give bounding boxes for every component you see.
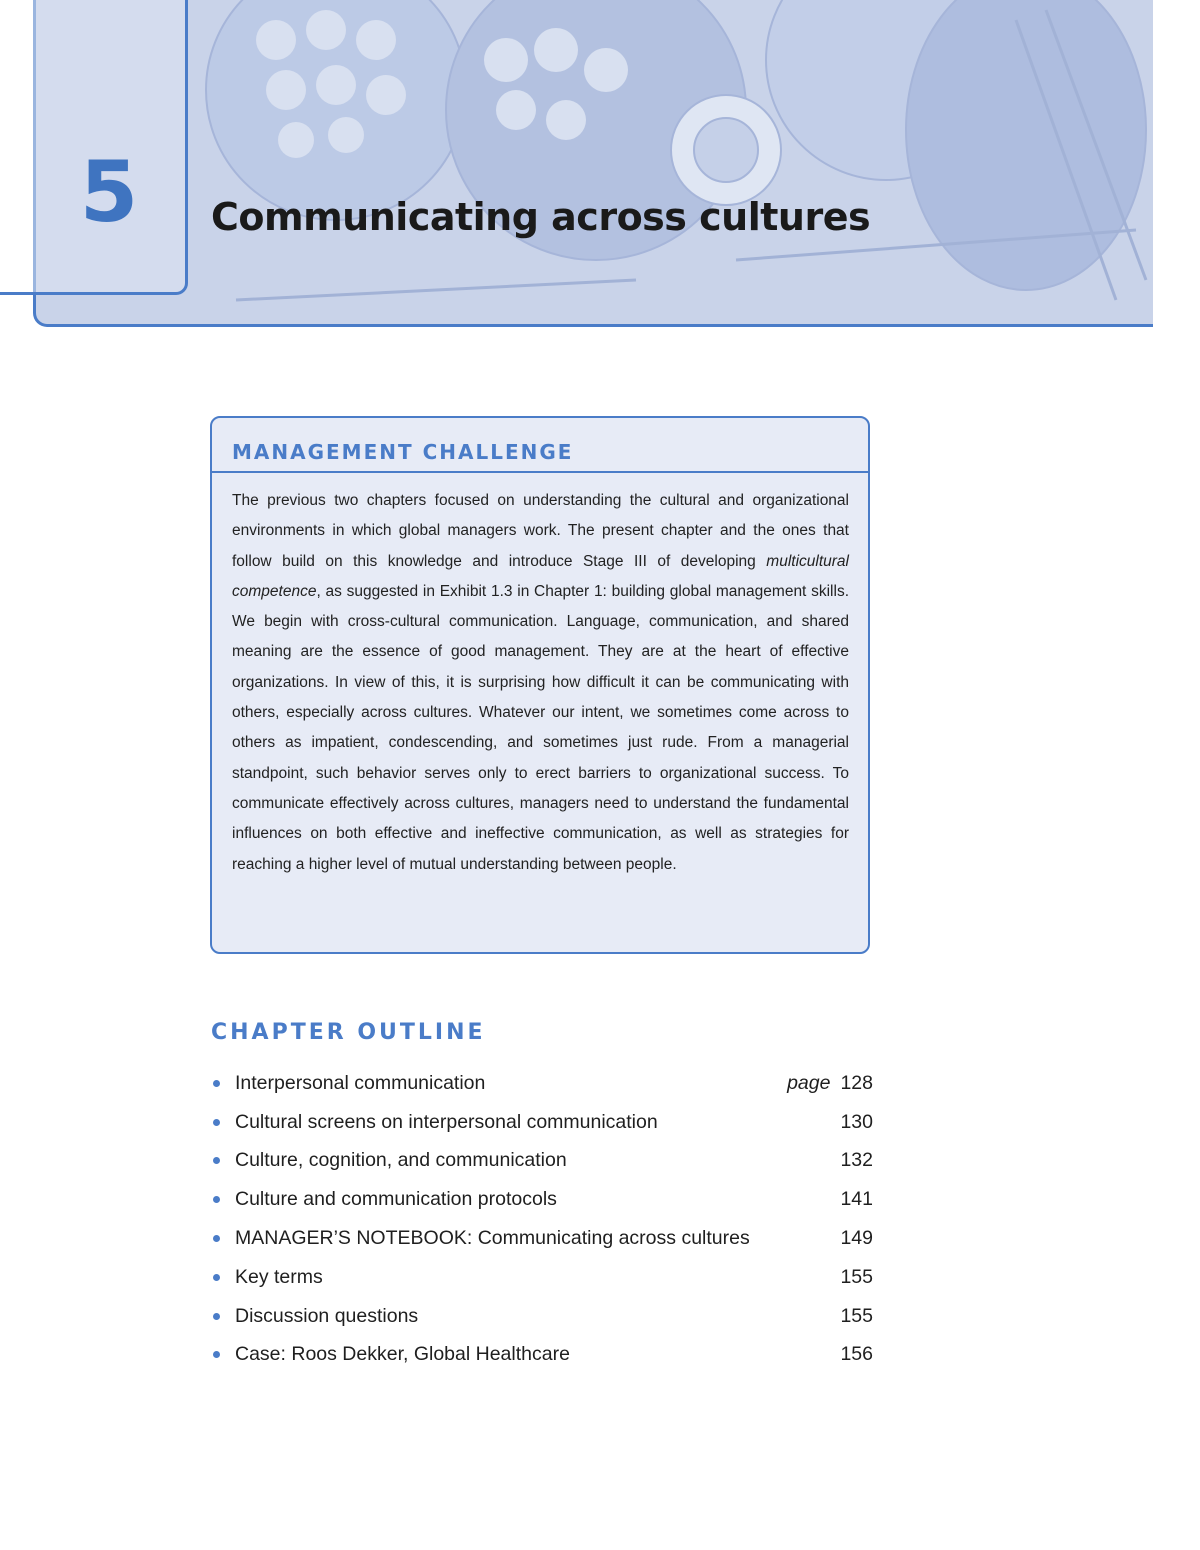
page-number: 128 <box>840 1071 873 1094</box>
management-challenge-heading: MANAGEMENT CHALLENGE <box>212 418 868 473</box>
outline-item[interactable] <box>211 1064 873 1103</box>
page-number: 141 <box>840 1188 873 1211</box>
outline-item-label: Culture and communication protocols <box>235 1188 557 1211</box>
chapter-number-box <box>33 0 188 295</box>
outline-item[interactable] <box>211 1142 873 1181</box>
page-word: page <box>787 1071 831 1094</box>
outline-item[interactable] <box>211 1219 873 1258</box>
bullet-icon <box>213 1119 220 1126</box>
page-number: 149 <box>840 1227 873 1250</box>
outline-item-label: Case: Roos Dekker, Global Healthcare <box>235 1343 570 1366</box>
bullet-icon <box>213 1080 220 1087</box>
bullet-icon <box>213 1235 220 1242</box>
page-number: 132 <box>840 1149 873 1172</box>
challenge-text-emphasis: multicultural competence <box>232 552 849 600</box>
outline-item[interactable] <box>211 1103 873 1142</box>
outline-item-label: MANAGER’S NOTEBOOK: Communicating across cultures <box>235 1227 750 1250</box>
outline-item-label: Interpersonal communication <box>235 1071 486 1094</box>
outline-item[interactable] <box>211 1336 873 1375</box>
outline-item-label: Discussion questions <box>235 1304 419 1327</box>
outline-item[interactable] <box>211 1258 873 1297</box>
chapter-outline-list <box>211 1064 873 1374</box>
chapter-outline-heading: CHAPTER OUTLINE <box>211 1020 486 1045</box>
outline-item-label: Culture, cognition, and communication <box>235 1149 567 1172</box>
bullet-icon <box>213 1313 220 1320</box>
bullet-icon <box>213 1351 220 1358</box>
chapter-number: 5 <box>79 143 139 241</box>
page-number: 155 <box>840 1304 873 1327</box>
outline-item[interactable] <box>211 1297 873 1336</box>
bullet-icon <box>213 1196 220 1203</box>
banner-photo-illustration <box>36 0 1153 324</box>
page-number: 130 <box>840 1110 873 1133</box>
outline-item-label: Key terms <box>235 1265 323 1288</box>
page-number: 155 <box>840 1265 873 1288</box>
challenge-text-part-2: , as suggested in Exhibit 1.3 in Chapter 1: building global management skills. We begin with cross-cultural communication. Language, communication, and shared meaning are the essence of good management. They are at the heart of effective organizations. In view of this, it is surprising how difficult it can be communicating with others, especially across cultures. Whatever our intent, we sometimes come across to others as impatient, condescending, and sometimes just rude. From a managerial standpoint, such behavior serves only to erect barriers to organizational success. To communicate effectively across cultures, managers need to understand the fundamental influences on both effective and ineffective communication, as well as strategies for reaching a higher level of mutual understanding between people. <box>232 582 849 873</box>
header-banner <box>33 0 1153 327</box>
outline-item-page <box>787 1072 873 1095</box>
outline-item-label: Cultural screens on interpersonal communication <box>235 1110 658 1133</box>
challenge-text-part-1: The previous two chapters focused on understanding the cultural and organizational environments in which global managers work. The present chapter and the ones that follow build on this knowledge and introduce Stage III of developing <box>232 492 849 570</box>
management-challenge-box <box>210 416 870 954</box>
bullet-icon <box>213 1274 220 1281</box>
page-number: 156 <box>840 1343 873 1366</box>
management-challenge-text <box>212 473 868 880</box>
chapter-title: Communicating across cultures <box>211 195 871 239</box>
bullet-icon <box>213 1157 220 1164</box>
outline-item[interactable] <box>211 1180 873 1219</box>
